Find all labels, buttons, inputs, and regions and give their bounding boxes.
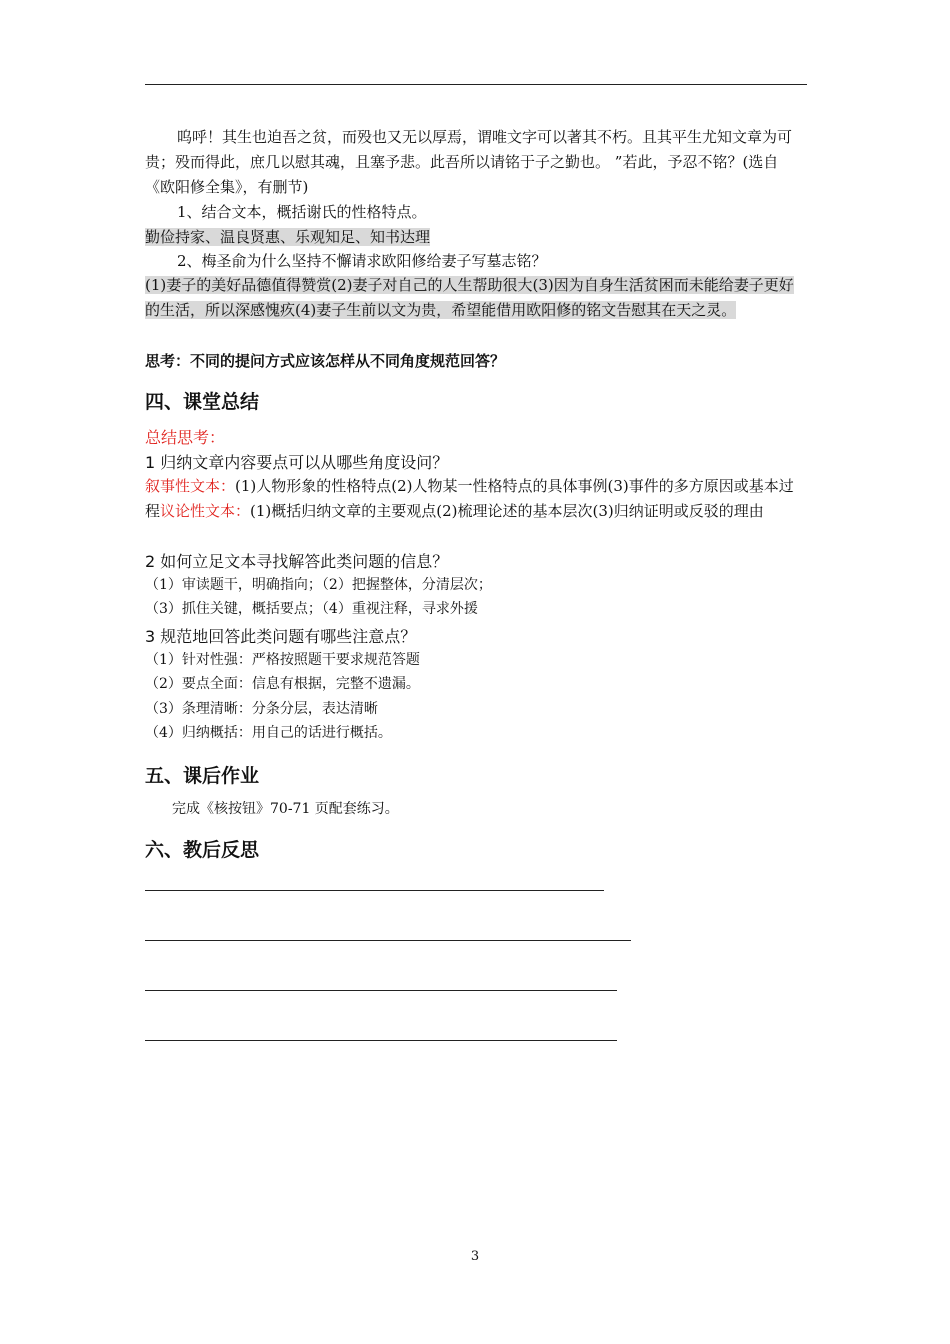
section-4-heading: 四、课堂总结 [145, 391, 260, 413]
section-6-heading: 六、教后反思 [145, 839, 260, 861]
q3-item: （4）归纳概括：用自己的话进行概括。 [145, 725, 392, 741]
narrative-text: (1)人物形象的性格特点(2)人物某一性格特点的具体事例(3)事件的多方原因或基本过程 [145, 477, 794, 520]
header-rule [145, 84, 807, 85]
passage-paragraph: 呜呼！其生也迫吾之贫，而殁也又无以厚焉，谓唯文字可以著其不朽。且其平生尤知文章为可贵；殁而得此，庶几以慰其魂，且塞予悲。此吾所以请铭于子之勤也。 ”若此，予忍不铭？(选自《欧阳修全集》，有删节) [145, 128, 793, 196]
answer-1-text: 勤俭持家、温良贤惠、乐观知足、知书达理 [145, 228, 431, 246]
answer-1 [145, 225, 807, 250]
narrative-label: 叙事性文本： [145, 477, 236, 495]
reflection-line [145, 940, 631, 941]
q3-item: （3）条理清晰：分条分层，表达清晰 [145, 701, 378, 717]
section-5-heading: 五、课后作业 [145, 765, 260, 787]
homework-text: 完成《核按钮》70-71 页配套练习。 [172, 801, 399, 817]
q3-item: （1）针对性强：严格按照题干要求规范答题 [145, 652, 420, 668]
reflection-line [145, 1040, 617, 1041]
summary-q1-answer [145, 474, 807, 524]
summary-label: 总结思考： [145, 428, 226, 447]
think-prompt: 思考：不同的提问方式应该怎样从不同角度规范回答？ [145, 352, 506, 370]
question-2: 2、梅圣俞为什么坚持不懈请求欧阳修给妻子写墓志铭？ [177, 252, 547, 270]
argument-label: 议论性文本： [160, 502, 251, 520]
reflection-line [145, 890, 604, 891]
reflection-line [145, 990, 617, 991]
question-1: 1、结合文本，概括谢氏的性格特点。 [177, 203, 427, 221]
summary-q1: 1 归纳文章内容要点可以从哪些角度设问？ [145, 453, 449, 472]
answer-2 [145, 273, 807, 323]
summary-q3: 3 规范地回答此类问题有哪些注意点？ [145, 627, 417, 646]
q3-item: （2）要点全面：信息有根据，完整不遗漏。 [145, 676, 420, 692]
q2-item: （3）抓住关键，概括要点；（4）重视注释，寻求外援 [145, 601, 478, 617]
summary-q2: 2 如何立足文本寻找解答此类问题的信息？ [145, 552, 449, 571]
page-number: 3 [470, 1249, 480, 1264]
answer-2-text: (1)妻子的美好品德值得赞赏(2)妻子对自己的人生帮助很大(3)因为自身生活贫困而未能给妻子更好的生活，所以深感愧疚(4)妻子生前以文为贵，希望能借用欧阳修的铭文告慰其在天之灵。 [145, 276, 794, 319]
argument-text: (1)概括归纳文章的主要观点(2)梳理论述的基本层次(3)归纳证明或反驳的理由 [250, 502, 764, 520]
q2-item: （1）审读题干，明确指向；（2）把握整体，分清层次； [145, 577, 492, 593]
